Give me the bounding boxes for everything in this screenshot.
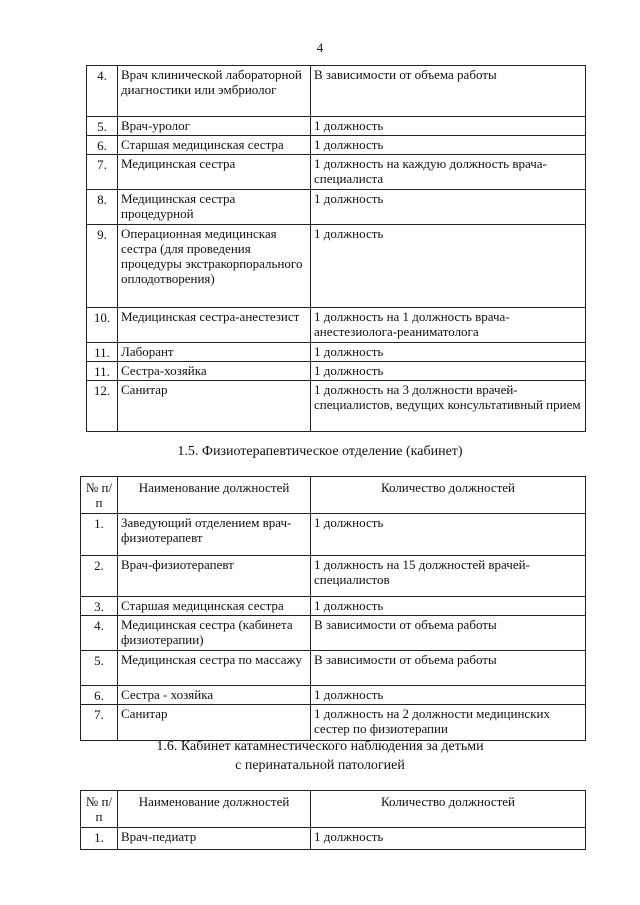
row-number: 6. — [87, 136, 118, 155]
table-row — [81, 686, 586, 705]
position-name: Лаборант — [118, 343, 311, 362]
row-number: 5. — [81, 651, 118, 686]
table-header-row — [81, 791, 586, 828]
position-name: Санитар — [118, 381, 311, 432]
position-count: 1 должность — [311, 514, 586, 556]
table-row — [87, 343, 586, 362]
row-number: 4. — [87, 66, 118, 117]
column-header-number: № п/п — [81, 791, 118, 828]
row-number: 6. — [81, 686, 118, 705]
position-count: В зависимости от объема работы — [311, 66, 586, 117]
position-name: Сестра-хозяйка — [118, 362, 311, 381]
position-count: 1 должность — [311, 597, 586, 616]
row-number: 4. — [81, 616, 118, 651]
row-number: 1. — [81, 514, 118, 556]
table-row — [81, 828, 586, 850]
section-1-6-title-line2: с перинатальной патологией — [235, 758, 405, 773]
table-row — [81, 597, 586, 616]
column-header-position: Наименование должностей — [118, 791, 311, 828]
table-row — [87, 190, 586, 225]
table-row — [81, 556, 586, 597]
position-count: 1 должность на 15 должностей врачей-специалистов — [311, 556, 586, 597]
position-name: Медицинская сестра-анестезист — [118, 308, 311, 343]
position-name: Медицинская сестра (кабинета физиотерапии) — [118, 616, 311, 651]
position-name: Врач-физиотерапевт — [118, 556, 311, 597]
column-header-number: № п/п — [81, 477, 118, 514]
section-1-5-title: 1.5. Физиотерапевтическое отделение (кабинет) — [177, 444, 463, 459]
position-count: 1 должность — [311, 686, 586, 705]
page-number: 4 — [316, 40, 324, 55]
position-count: 1 должность — [311, 117, 586, 136]
row-number: 5. — [87, 117, 118, 136]
table-row — [81, 651, 586, 686]
position-count: 1 должность — [311, 136, 586, 155]
row-number: 8. — [87, 190, 118, 225]
row-number: 11. — [87, 343, 118, 362]
column-header-count: Количество должностей — [311, 477, 586, 514]
row-number: 1. — [81, 828, 118, 850]
row-number: 9. — [87, 225, 118, 308]
staff-table-continued — [86, 65, 586, 432]
row-number: 11. — [87, 362, 118, 381]
position-count: 1 должность на каждую должность врача-специалиста — [311, 155, 586, 190]
position-count: 1 должность — [311, 225, 586, 308]
position-name: Заведующий отделением врач-физиотерапевт — [118, 514, 311, 556]
position-name: Врач-педиатр — [118, 828, 311, 850]
row-number: 7. — [81, 705, 118, 741]
position-count: 1 должность — [311, 343, 586, 362]
table-row — [87, 381, 586, 432]
table-row — [87, 308, 586, 343]
position-count: 1 должность на 1 должность врача-анестезиолога-реаниматолога — [311, 308, 586, 343]
position-count: 1 должность на 3 должности врачей-специалистов, ведущих консультативный прием — [311, 381, 586, 432]
column-header-position: Наименование должностей — [118, 477, 311, 514]
section-1-6-title-line1: 1.6. Кабинет катамнестического наблюдения за детьми — [156, 739, 484, 754]
position-name: Врач клинической лабораторной диагностики или эмбриолог — [118, 66, 311, 117]
row-number: 12. — [87, 381, 118, 432]
position-name: Операционная медицинская сестра (для проведения процедуры экстракорпорального оплодотворения) — [118, 225, 311, 308]
position-name: Медицинская сестра — [118, 155, 311, 190]
table-row — [87, 136, 586, 155]
follow-up-staff-table — [80, 790, 586, 850]
table-row — [87, 117, 586, 136]
row-number: 3. — [81, 597, 118, 616]
column-header-count: Количество должностей — [311, 791, 586, 828]
position-name: Медицинская сестра процедурной — [118, 190, 311, 225]
position-count: 1 должность на 2 должности медицинских сестер по физиотерапии — [311, 705, 586, 741]
row-number: 10. — [87, 308, 118, 343]
position-name: Старшая медицинская сестра — [118, 136, 311, 155]
position-name: Санитар — [118, 705, 311, 741]
table-row — [81, 616, 586, 651]
row-number: 7. — [87, 155, 118, 190]
position-count: 1 должность — [311, 362, 586, 381]
position-name: Медицинская сестра по массажу — [118, 651, 311, 686]
position-count: 1 должность — [311, 190, 586, 225]
position-count: В зависимости от объема работы — [311, 616, 586, 651]
position-count: В зависимости от объема работы — [311, 651, 586, 686]
position-name: Старшая медицинская сестра — [118, 597, 311, 616]
table-header-row — [81, 477, 586, 514]
row-number: 2. — [81, 556, 118, 597]
position-name: Врач-уролог — [118, 117, 311, 136]
table-row — [87, 362, 586, 381]
table-row — [81, 705, 586, 741]
table-row — [81, 514, 586, 556]
physiotherapy-staff-table — [80, 476, 586, 741]
position-count: 1 должность — [311, 828, 586, 850]
position-name: Сестра - хозяйка — [118, 686, 311, 705]
table-row — [87, 66, 586, 117]
table-row — [87, 155, 586, 190]
table-row — [87, 225, 586, 308]
